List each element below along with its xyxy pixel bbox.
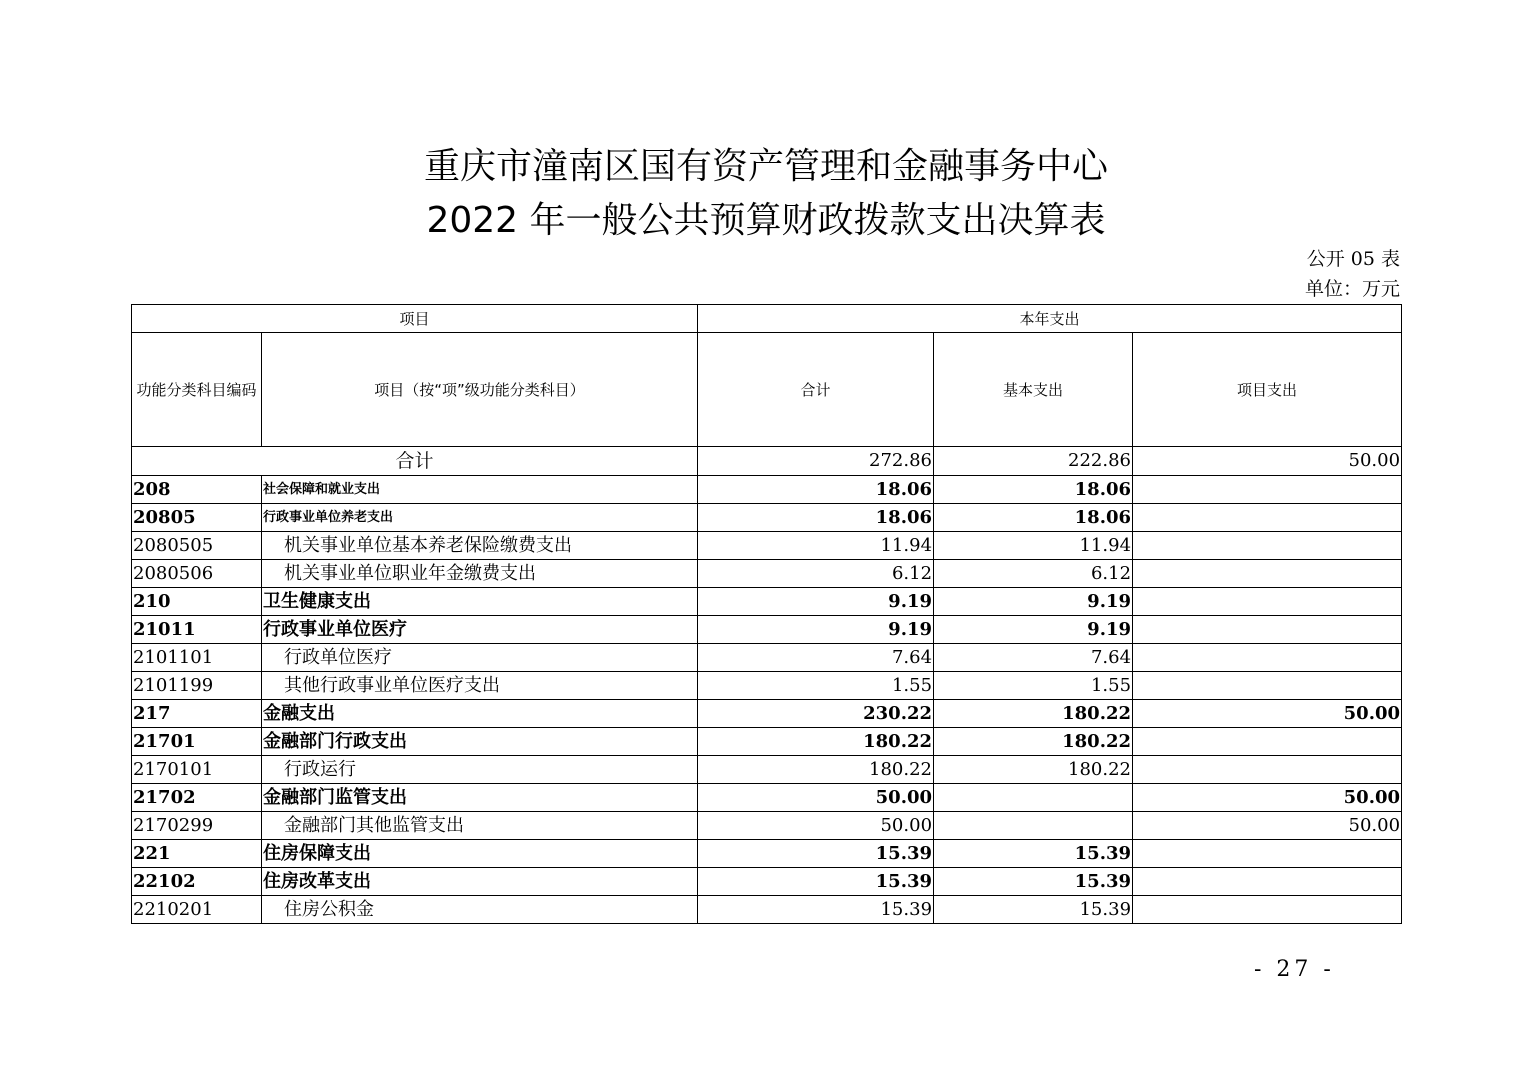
row-code: 2170101 (132, 756, 262, 784)
row-project (1133, 868, 1402, 896)
row-basic: 180.22 (934, 728, 1133, 756)
table-row (132, 868, 1402, 896)
row-name: 行政事业单位养老支出 (262, 504, 698, 532)
row-project: 50.00 (1133, 700, 1402, 728)
row-project (1133, 476, 1402, 504)
row-basic: 180.22 (934, 700, 1133, 728)
row-basic: 180.22 (934, 756, 1133, 784)
page-number: - 27 - (1254, 957, 1335, 982)
row-name: 机关事业单位基本养老保险缴费支出 (262, 532, 698, 560)
row-code: 2101101 (132, 644, 262, 672)
row-name: 住房改革支出 (262, 868, 698, 896)
row-code: 21701 (132, 728, 262, 756)
row-total: 180.22 (698, 728, 934, 756)
table-row (132, 700, 1402, 728)
form-number: 公开 05 表 (1306, 248, 1400, 270)
row-code: 2101199 (132, 672, 262, 700)
row-basic: 6.12 (934, 560, 1133, 588)
document-title-line1: 重庆市潼南区国有资产管理和金融事务中心 (423, 146, 1108, 187)
total-row-label: 合计 (132, 447, 698, 476)
row-project (1133, 728, 1402, 756)
row-name: 住房保障支出 (262, 840, 698, 868)
column-header-name: 项目（按“项”级功能分类科目） (262, 333, 698, 447)
row-project (1133, 616, 1402, 644)
table-row (132, 476, 1402, 504)
row-total: 15.39 (698, 840, 934, 868)
row-total: 50.00 (698, 812, 934, 840)
table-row (132, 532, 1402, 560)
row-code: 210 (132, 588, 262, 616)
row-project (1133, 532, 1402, 560)
row-name: 住房公积金 (262, 896, 698, 924)
group-header-item: 项目 (132, 305, 698, 333)
row-project (1133, 560, 1402, 588)
row-code: 217 (132, 700, 262, 728)
table-row (132, 840, 1402, 868)
column-header-basic: 基本支出 (934, 333, 1133, 447)
row-name: 金融部门其他监管支出 (262, 812, 698, 840)
row-total: 15.39 (698, 896, 934, 924)
row-total: 230.22 (698, 700, 934, 728)
row-code: 2170299 (132, 812, 262, 840)
group-header-current-year: 本年支出 (698, 305, 1402, 333)
row-total: 9.19 (698, 616, 934, 644)
row-total: 180.22 (698, 756, 934, 784)
row-total: 1.55 (698, 672, 934, 700)
table-row (132, 672, 1402, 700)
row-name: 金融部门行政支出 (262, 728, 698, 756)
row-basic: 18.06 (934, 476, 1133, 504)
row-name: 金融部门监管支出 (262, 784, 698, 812)
table-row (132, 644, 1402, 672)
row-total: 9.19 (698, 588, 934, 616)
total-row-total: 272.86 (698, 447, 934, 476)
table-row (132, 504, 1402, 532)
table-row (132, 588, 1402, 616)
row-total: 18.06 (698, 476, 934, 504)
row-basic (934, 812, 1133, 840)
table-column-header-row (132, 333, 1402, 447)
row-name: 金融支出 (262, 700, 698, 728)
row-name: 其他行政事业单位医疗支出 (262, 672, 698, 700)
table-row (132, 812, 1402, 840)
total-row-project: 50.00 (1133, 447, 1402, 476)
row-total: 7.64 (698, 644, 934, 672)
row-total: 18.06 (698, 504, 934, 532)
table-row (132, 560, 1402, 588)
column-header-code: 功能分类科目编码 (132, 333, 262, 447)
unit-label: 单位：万元 (1304, 278, 1400, 300)
table-row (132, 756, 1402, 784)
row-name: 行政事业单位医疗 (262, 616, 698, 644)
row-code: 21011 (132, 616, 262, 644)
row-basic: 1.55 (934, 672, 1133, 700)
row-basic: 9.19 (934, 616, 1133, 644)
row-code: 20805 (132, 504, 262, 532)
row-project (1133, 588, 1402, 616)
column-header-project: 项目支出 (1133, 333, 1402, 447)
table-row (132, 616, 1402, 644)
table-row (132, 896, 1402, 924)
row-code: 221 (132, 840, 262, 868)
row-project: 50.00 (1133, 812, 1402, 840)
row-project (1133, 756, 1402, 784)
budget-table (131, 304, 1402, 924)
row-project (1133, 644, 1402, 672)
row-basic: 15.39 (934, 840, 1133, 868)
total-row (132, 447, 1402, 476)
row-project (1133, 504, 1402, 532)
row-total: 15.39 (698, 868, 934, 896)
column-header-total: 合计 (698, 333, 934, 447)
row-basic: 11.94 (934, 532, 1133, 560)
row-name: 机关事业单位职业年金缴费支出 (262, 560, 698, 588)
row-project: 50.00 (1133, 784, 1402, 812)
row-code: 2080506 (132, 560, 262, 588)
document-title-line2: 2022 年一般公共预算财政拨款支出决算表 (426, 200, 1106, 241)
row-basic: 15.39 (934, 896, 1133, 924)
row-name: 行政单位医疗 (262, 644, 698, 672)
row-code: 208 (132, 476, 262, 504)
row-basic (934, 784, 1133, 812)
table-row (132, 728, 1402, 756)
row-basic: 7.64 (934, 644, 1133, 672)
table-group-header-row (132, 305, 1402, 333)
table-row (132, 784, 1402, 812)
row-code: 21702 (132, 784, 262, 812)
row-project (1133, 896, 1402, 924)
row-name: 卫生健康支出 (262, 588, 698, 616)
row-project (1133, 840, 1402, 868)
row-name: 社会保障和就业支出 (262, 476, 698, 504)
row-basic: 18.06 (934, 504, 1133, 532)
row-code: 2080505 (132, 532, 262, 560)
row-total: 50.00 (698, 784, 934, 812)
row-code: 2210201 (132, 896, 262, 924)
row-code: 22102 (132, 868, 262, 896)
row-total: 11.94 (698, 532, 934, 560)
row-basic: 15.39 (934, 868, 1133, 896)
total-row-basic: 222.86 (934, 447, 1133, 476)
row-basic: 9.19 (934, 588, 1133, 616)
row-project (1133, 672, 1402, 700)
row-total: 6.12 (698, 560, 934, 588)
row-name: 行政运行 (262, 756, 698, 784)
